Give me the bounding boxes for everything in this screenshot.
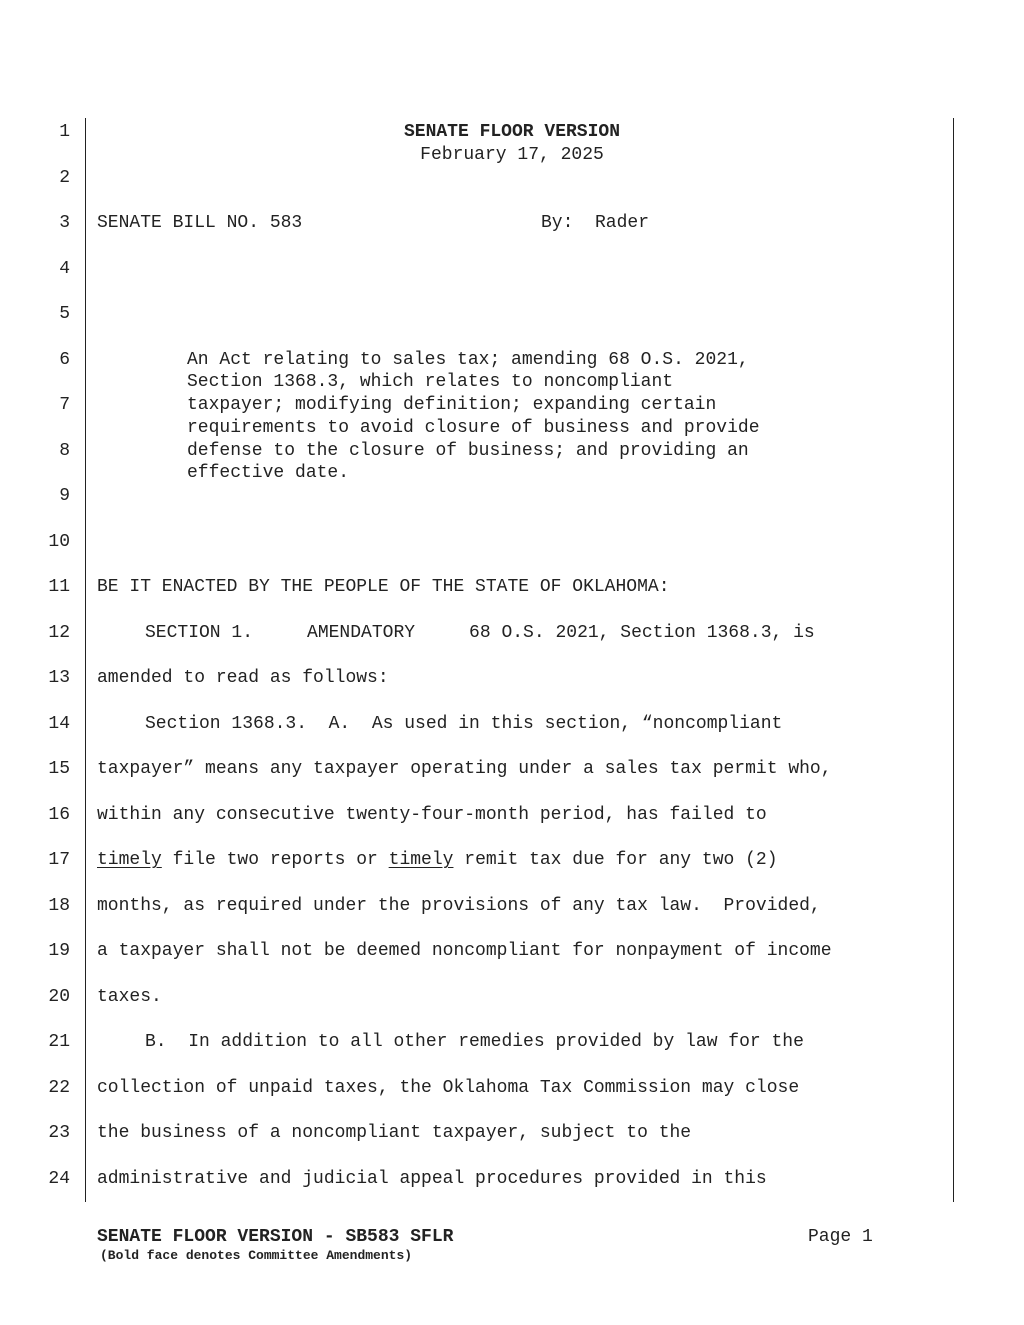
line-number: 23	[48, 1123, 70, 1143]
section-heading: SECTION 1. AMENDATORY 68 O.S. 2021, Section 1368.3, is	[145, 623, 815, 643]
body-line: amended to read as follows:	[97, 668, 389, 688]
bill-author: By: Rader	[541, 213, 650, 233]
bill-number: SENATE BILL NO. 583	[97, 213, 303, 233]
line-number: 15	[48, 759, 70, 779]
title-line: effective date.	[187, 463, 350, 483]
line-number: 9	[59, 486, 70, 506]
line-number: 8	[59, 441, 70, 461]
inserted-text: timely	[388, 850, 454, 870]
body-text: file two reports or	[161, 850, 389, 870]
body-line	[97, 850, 778, 870]
line-number: 7	[59, 395, 70, 415]
body-line: taxpayer” means any taxpayer operating under a sales tax permit who,	[97, 759, 832, 779]
right-margin-rule	[953, 118, 954, 1202]
line-number: 3	[59, 213, 70, 233]
footer-note: (Bold face denotes Committee Amendments)	[100, 1248, 413, 1263]
line-number: 16	[48, 805, 70, 825]
enacting-clause: BE IT ENACTED BY THE PEOPLE OF THE STATE OF OKLAHOMA:	[97, 577, 670, 597]
body-line: Section 1368.3. A. As used in this section, “noncompliant	[145, 714, 783, 734]
body-line: B. In addition to all other remedies provided by law for the	[145, 1032, 804, 1052]
title-line: An Act relating to sales tax; amending 68 O.S. 2021,	[187, 350, 749, 370]
title-line: defense to the closure of business; and providing an	[187, 441, 749, 461]
body-line: a taxpayer shall not be deemed noncompliant for nonpayment of income	[97, 941, 832, 961]
line-number: 20	[48, 987, 70, 1007]
left-margin-rule	[85, 118, 86, 1202]
body-line: taxes.	[97, 987, 162, 1007]
line-number: 5	[59, 304, 70, 324]
line-number: 13	[48, 668, 70, 688]
line-number: 18	[48, 896, 70, 916]
line-number: 2	[59, 168, 70, 188]
line-number: 11	[48, 577, 70, 597]
body-line: months, as required under the provisions of any tax law. Provided,	[97, 896, 821, 916]
body-text: remit tax due for any two (2)	[453, 850, 778, 870]
footer-title: SENATE FLOOR VERSION - SB583 SFLR	[97, 1227, 454, 1247]
body-line: collection of unpaid taxes, the Oklahoma Tax Commission may close	[97, 1078, 800, 1098]
line-number: 22	[48, 1078, 70, 1098]
line-number: 10	[48, 532, 70, 552]
body-line: administrative and judicial appeal procedures provided in this	[97, 1169, 767, 1189]
line-number: 17	[48, 850, 70, 870]
document-date: February 17, 2025	[420, 145, 604, 165]
line-number: 21	[48, 1032, 70, 1052]
title-line: requirements to avoid closure of business and provide	[187, 418, 760, 438]
body-line: within any consecutive twenty-four-month period, has failed to	[97, 805, 767, 825]
document-title: SENATE FLOOR VERSION	[403, 122, 621, 142]
title-line: Section 1368.3, which relates to noncompliant	[187, 372, 674, 392]
body-line: the business of a noncompliant taxpayer, subject to the	[97, 1123, 692, 1143]
title-line: taxpayer; modifying definition; expanding certain	[187, 395, 717, 415]
line-number: 19	[48, 941, 70, 961]
line-number: 1	[59, 122, 70, 142]
page-number: Page 1	[808, 1227, 873, 1247]
line-number: 6	[59, 350, 70, 370]
line-number: 12	[48, 623, 70, 643]
line-number: 24	[48, 1169, 70, 1189]
inserted-text: timely	[97, 850, 162, 870]
line-number: 14	[48, 714, 70, 734]
line-number: 4	[59, 259, 70, 279]
